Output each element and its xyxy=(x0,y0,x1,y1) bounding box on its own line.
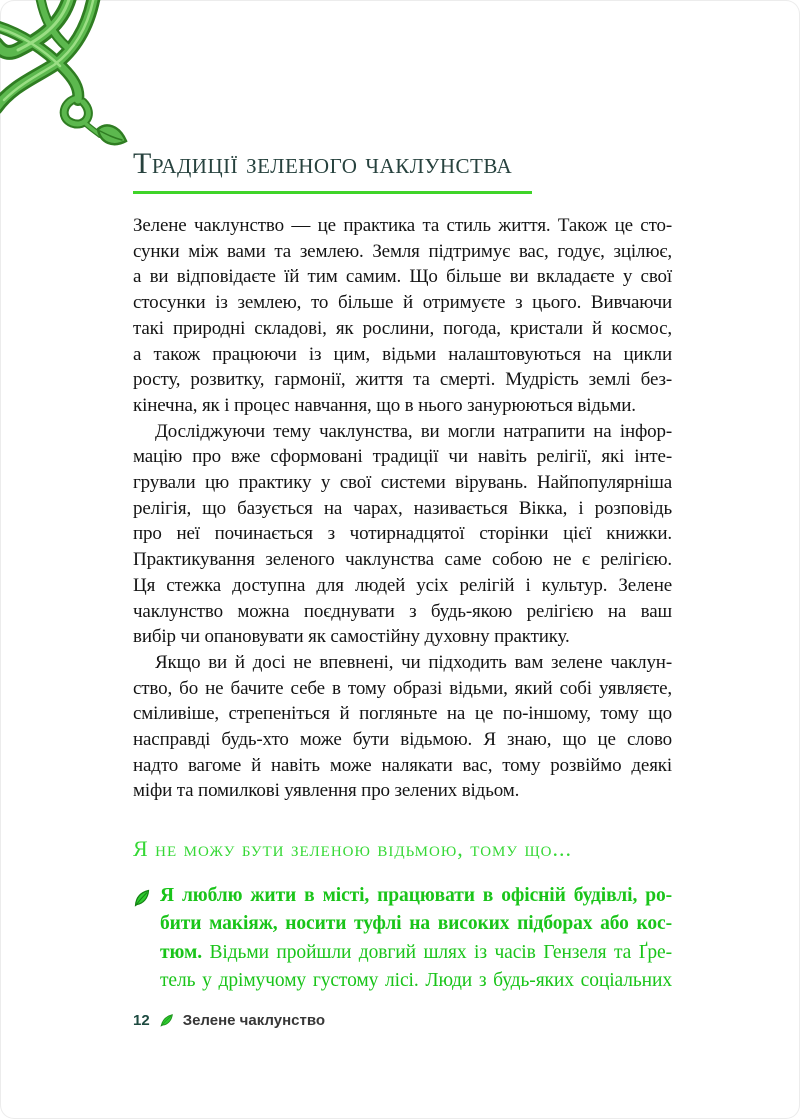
text-line: тель у дрімучому густому лісі. Люди з будь-яких соціальних xyxy=(160,970,672,992)
text-line: стосунки із землею, то більше й отримуєте з цього. Вивчаючи xyxy=(133,292,672,314)
text-line: грували цю практику у свої системи вірувань. Найпопулярніша xyxy=(133,472,672,494)
text-line: ство, бо не бачите себе в тому образі відьми, який собі уявляєте, xyxy=(133,677,672,699)
text-line: сунки між вами та землею. Земля підтримує вас, годує, зцілює, xyxy=(133,240,672,262)
text-line: Практикування зеленого чаклунства саме собою не є релігією. xyxy=(133,549,672,571)
text-line: такі природні складові, як рослини, погода, кристали й космос, xyxy=(133,317,672,339)
text-line: релігія, що базується на чарах, називається Вікка, і розповідь xyxy=(133,497,672,519)
tangled-vine-illustration xyxy=(0,0,130,152)
text-line: Досліджуючи тему чаклунства, ви могли натрапити на інфор- xyxy=(155,420,672,442)
list-item-text xyxy=(160,882,672,996)
text-line: а ви відповідаєте їй тим самим. Що більше ви вкладаєте у свої xyxy=(133,266,672,288)
page-number: 12 xyxy=(133,1011,150,1029)
text-line: а також працюючи із цим, відьми налаштовуються на цикли xyxy=(133,343,672,365)
text-line: Я люблю жити в місті, працювати в офісній будівлі, ро- xyxy=(160,885,672,906)
text-line: росту, розвитку, гармонії, життя та смерті. Мудрість землі без- xyxy=(133,369,672,391)
text-line: насправді будь-хто може бути відьмою. Я знаю, що це слово xyxy=(133,729,672,751)
page-footer xyxy=(133,1009,533,1031)
text-line: вибір чи опановувати як самостійну духовну практику. xyxy=(133,626,570,648)
text-line: міфи та помилкові уявлення про зелених відьом. xyxy=(133,780,520,802)
text-line: чаклунство можна поєднувати з будь-якою релігією на ваш xyxy=(133,600,672,622)
leaf-icon xyxy=(133,889,151,907)
body-text xyxy=(133,213,672,804)
text-line: сміливіше, стрепеніться й погляньте на це по-іншому, тому що xyxy=(133,703,672,725)
text-line: кінечна, як і процес навчання, що в нього занурюються відьми. xyxy=(133,394,636,416)
text-line: мацію про вже сформовані традиції чи навіть релігії, які інте- xyxy=(133,446,672,468)
running-book-title: Зелене чаклунство xyxy=(182,1011,326,1029)
text-line: про неї починається з чотирнадцятої сторінки цієї книжки. xyxy=(133,523,672,545)
leaf-icon xyxy=(159,1013,174,1028)
text-line: Ця стежка доступна для людей усіх релігій і культур. Зелене xyxy=(133,574,672,596)
text-line: бити макіяж, носити туфлі на високих підборах або кос- xyxy=(160,913,672,935)
text-line: Зелене чаклунство — це практика та стиль життя. Також це сто- xyxy=(133,215,672,236)
section-subheading: Я не можу бути зеленою відьмою, тому що... xyxy=(133,836,572,861)
chapter-heading: Традиції зеленого чаклунства xyxy=(133,147,513,180)
heading-underline-rule xyxy=(133,191,532,194)
text-line: тюм. Відьми пройшли довгий шлях із часів Гензеля та Ґре- xyxy=(160,941,672,963)
text-line: надто вагоме й навіть може налякати вас, тому розвіймо деякі xyxy=(133,754,672,776)
text-line: Якщо ви й досі не впевнені, чи підходить вам зелене чаклун- xyxy=(155,651,672,673)
list-item xyxy=(133,882,672,996)
